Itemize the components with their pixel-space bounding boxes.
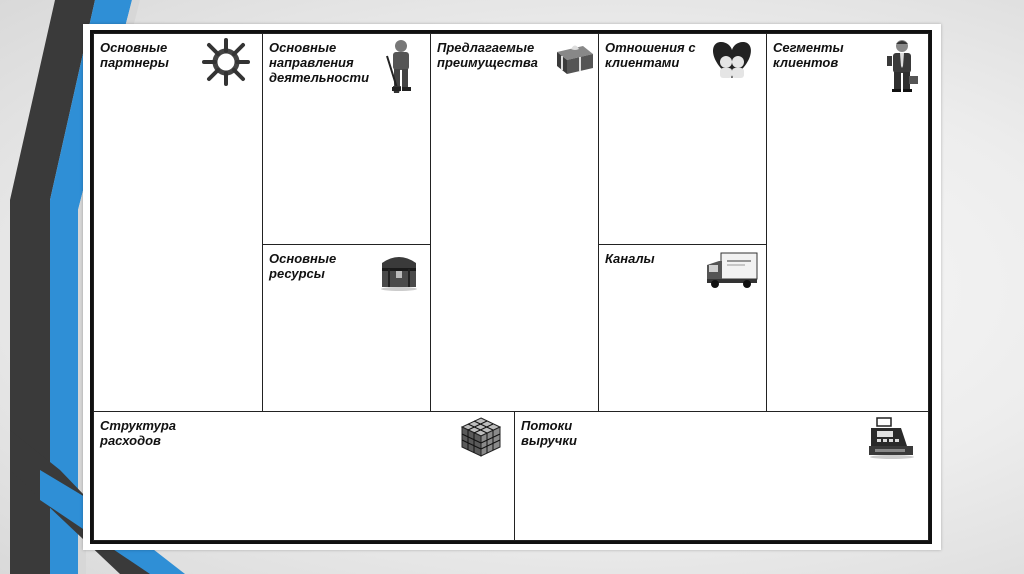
block-title: Сегменты клиентов [773,40,844,70]
hands-circle-icon [202,38,250,91]
rubiks-cube-icon [460,416,502,463]
delivery-truck-icon [705,249,759,296]
cash-register-icon [867,416,917,465]
block-title: Потоки выручки [521,418,577,448]
block-title: Основные ресурсы [269,251,337,281]
treasure-chest-icon [379,249,419,296]
block-channels [598,244,767,412]
block-key-partners [93,33,263,412]
block-key-resources [262,244,431,412]
businessman-icon [885,38,919,99]
gift-box-icon [553,42,595,81]
block-title: Предлагаемые преимущества [437,40,538,70]
block-title: Структура расходов [100,418,177,448]
heart-couple-icon [707,38,757,85]
block-key-activities [262,33,431,245]
block-revenue-streams [514,411,929,541]
business-model-canvas [90,30,932,544]
block-title: Основные направления деятельности [269,40,370,85]
worker-shovel-icon [383,38,419,99]
block-customer-segments [766,33,929,412]
block-title: Отношения с клиентами [605,40,696,70]
block-value-propositions [430,33,599,412]
block-customer-relationships [598,33,767,245]
block-title: Каналы [605,251,655,266]
block-cost-structure [93,411,515,541]
block-title: Основные партнеры [100,40,169,70]
